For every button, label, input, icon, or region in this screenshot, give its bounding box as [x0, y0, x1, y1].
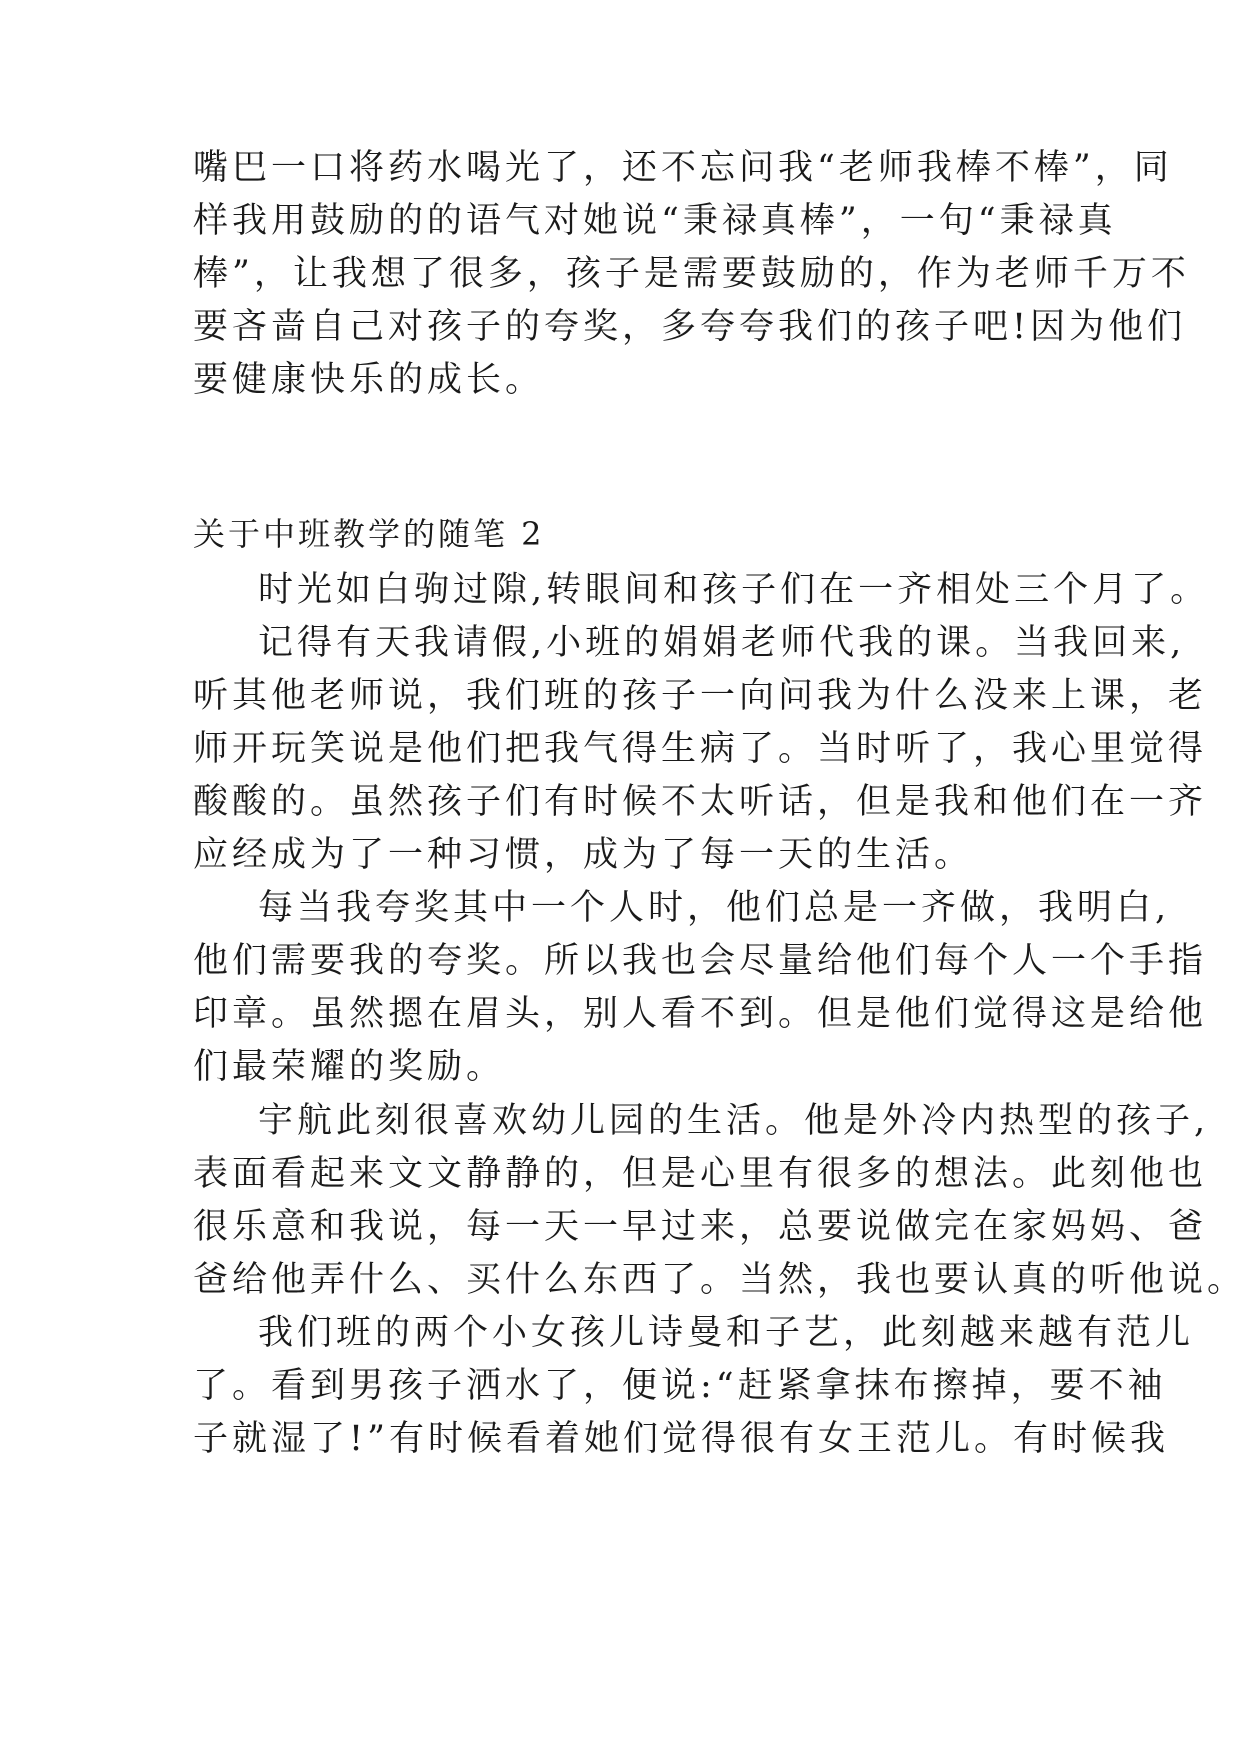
paragraph-line: 我们班的两个小女孩儿诗曼和子艺，此刻越来越有范儿 [258, 1313, 1195, 1353]
paragraph-line: 了。看到男孩子洒水了，便说:“赶紧拿抹布擦掉，要不袖 [193, 1366, 1167, 1406]
paragraph-line: 要吝啬自己对孩子的夸奖，多夸夸我们的孩子吧!因为他们 [193, 307, 1187, 347]
paragraph-line: 棒”，让我想了很多，孩子是需要鼓励的，作为老师千万不 [193, 254, 1190, 294]
paragraph-line: 每当我夸奖其中一个人时，他们总是一齐做，我明白, [258, 888, 1171, 928]
paragraph-line: 宇航此刻很喜欢幼儿园的生活。他是外冷内热型的孩子, [258, 1101, 1210, 1141]
paragraph-line: 酸酸的。虽然孩子们有时候不太听话，但是我和他们在一齐 [193, 782, 1208, 822]
paragraph-line: 应经成为了一种习惯，成为了每一天的生活。 [193, 835, 974, 875]
paragraph-line: 样我用鼓励的的语气对她说“秉禄真棒”，一句“秉禄真 [193, 201, 1117, 241]
paragraph-line: 他们需要我的夸奖。所以我也会尽量给他们每个人一个手指 [193, 941, 1208, 981]
paragraph-line: 听其他老师说，我们班的孩子一向问我为什么没来上课，老 [193, 676, 1208, 716]
paragraph-line: 要健康快乐的成长。 [193, 360, 545, 400]
paragraph-line: 印章。虽然摁在眉头，别人看不到。但是他们觉得这是给他 [193, 994, 1208, 1034]
paragraph-line: 记得有天我请假,小班的娟娟老师代我的课。当我回来, [258, 623, 1186, 663]
paragraph-line: 很乐意和我说，每一天一早过来，总要说做完在家妈妈、爸 [193, 1207, 1208, 1247]
paragraph-line: 们最荣耀的奖励。 [193, 1047, 506, 1087]
paragraph-line: 子就湿了!”有时候看着她们觉得很有女王范儿。有时候我 [193, 1419, 1169, 1459]
paragraph-line: 师开玩笑说是他们把我气得生病了。当时听了，我心里觉得 [193, 729, 1208, 769]
paragraph-line: 时光如白驹过隙,转眼间和孩子们在一齐相处三个月了。 [258, 570, 1210, 610]
paragraph-line: 嘴巴一口将药水喝光了，还不忘问我“老师我棒不棒”，同 [193, 148, 1173, 188]
paragraph-line: 表面看起来文文静静的，但是心里有很多的想法。此刻他也 [193, 1154, 1208, 1194]
paragraph-line: 爸给他弄什么、买什么东西了。当然，我也要认真的听他说。 [193, 1260, 1246, 1300]
section-heading: 关于中班教学的随笔 2 [193, 515, 545, 553]
